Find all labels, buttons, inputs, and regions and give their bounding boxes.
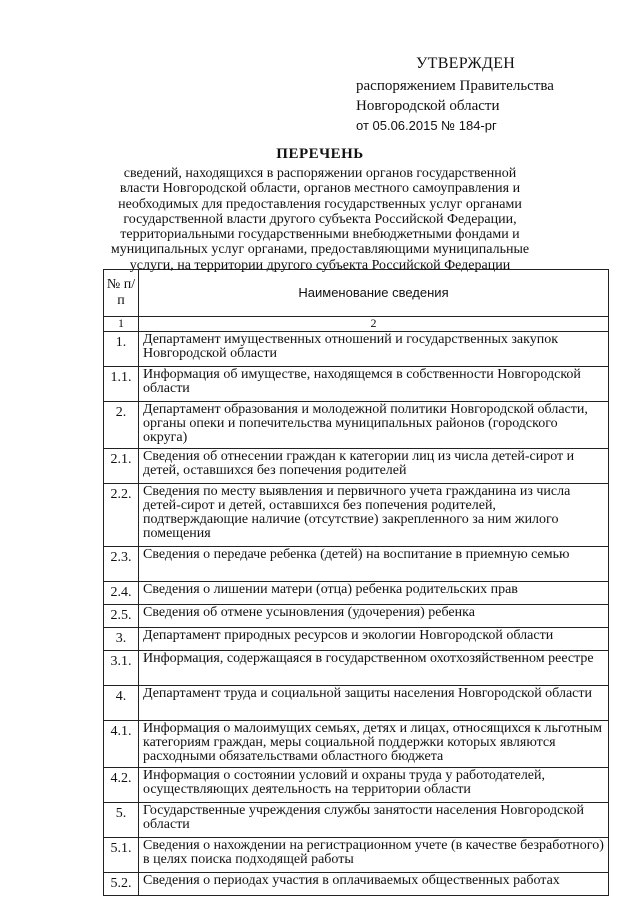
- column-index-row: [104, 317, 609, 332]
- row-name: Сведения о периодах участия в оплачиваемых общественных работах: [139, 873, 609, 896]
- approval-line-2: Новгородской области: [356, 98, 500, 114]
- row-num: 2.1.: [104, 449, 139, 484]
- row-name: Государственные учреждения службы занятости населения Новгородской области: [139, 803, 609, 838]
- row-num: 3.: [104, 628, 139, 651]
- table-row: [104, 547, 609, 582]
- row-num: 5.2.: [104, 873, 139, 896]
- approval-block: [356, 54, 554, 136]
- row-name: Сведения о лишении матери (отца) ребенка родительских прав: [139, 582, 609, 605]
- row-name: Сведения о нахождении на регистрационном учете (в качестве безработного) в целях поиска подходящей работы: [139, 838, 609, 873]
- row-name: Сведения по месту выявления и первичного учета гражданина из числа детей-сирот и детей, оставшихся без попечения родителей, подтверждающие наличие (отсутствие) закрепленного за ним жилого помещения: [139, 484, 609, 547]
- row-num: 3.1.: [104, 651, 139, 686]
- approval-title: УТВЕРЖДЕН: [416, 55, 516, 72]
- row-num: 4.: [104, 686, 139, 721]
- table-row: [104, 628, 609, 651]
- table-row: [104, 873, 609, 896]
- row-num: 5.: [104, 803, 139, 838]
- table-header-row: [104, 270, 609, 317]
- row-name: Сведения об отмене усыновления (удочерения) ребенка: [139, 605, 609, 628]
- table-row: [104, 768, 609, 803]
- row-num: 1.: [104, 332, 139, 367]
- row-name: Департамент природных ресурсов и экологии Новгородской области: [139, 628, 609, 651]
- row-num: 2.2.: [104, 484, 139, 547]
- document-subtitle: сведений, находящихся в распоряжении органов государственной власти Новгородской области, органов местного самоуправления и необходимых для предоставления государственных услуг органами государственной власти другого субъекта Российской Федерации, территориальными государственными внебюджетными фондами и муниципальных услуг органами, предоставляющими муниципальные услуги, на территории другого субъекта Российской Федерации: [110, 166, 530, 273]
- row-num: 2.5.: [104, 605, 139, 628]
- table-row: [104, 686, 609, 721]
- table-row: [104, 367, 609, 402]
- table-row: [104, 582, 609, 605]
- row-name: Департамент образования и молодежной политики Новгородской области, органы опеки и попечительства муниципальных районов (городского округа): [139, 402, 609, 449]
- row-name: Информация о состоянии условий и охраны труда у работодателей, осуществляющих деятельность на территории области: [139, 768, 609, 803]
- row-name: Департамент труда и социальной защиты населения Новгородской области: [139, 686, 609, 721]
- row-name: Информация о малоимущих семьях, детях и лицах, относящихся к льготным категориям граждан, меры социальной поддержки которых являются расходными обязательствами областного бюджета: [139, 721, 609, 768]
- information-table: [103, 269, 609, 896]
- table-row: [104, 332, 609, 367]
- table-row: [104, 605, 609, 628]
- approval-date: от 05.06.2015 № 184-рг: [356, 118, 497, 133]
- table-row: [104, 402, 609, 449]
- column-index-name: 2: [139, 317, 609, 332]
- row-num: 2.: [104, 402, 139, 449]
- row-num: 2.3.: [104, 547, 139, 582]
- table-row: [104, 449, 609, 484]
- row-name: Информация, содержащаяся в государственном охотхозяйственном реестре: [139, 651, 609, 686]
- header-name: Наименование сведения: [139, 270, 609, 317]
- header-num: № п/п: [104, 270, 139, 317]
- row-name: Сведения о передаче ребенка (детей) на воспитание в приемную семью: [139, 547, 609, 582]
- column-index-num: 1: [104, 317, 139, 332]
- approval-line-1: распоряжением Правительства: [356, 78, 554, 94]
- row-num: 5.1.: [104, 838, 139, 873]
- row-num: 4.1.: [104, 721, 139, 768]
- table-row: [104, 484, 609, 547]
- row-name: Сведения об отнесении граждан к категории лиц из числа детей-сирот и детей, оставшихся без попечения родителей: [139, 449, 609, 484]
- row-name: Департамент имущественных отношений и государственных закупок Новгородской области: [139, 332, 609, 367]
- row-name: Информация об имуществе, находящемся в собственности Новгородской области: [139, 367, 609, 402]
- table-row: [104, 651, 609, 686]
- document-heading: ПЕРЕЧЕНЬ: [276, 146, 364, 162]
- table-row: [104, 803, 609, 838]
- table-row: [104, 721, 609, 768]
- table-row: [104, 838, 609, 873]
- row-num: 4.2.: [104, 768, 139, 803]
- row-num: 2.4.: [104, 582, 139, 605]
- row-num: 1.1.: [104, 367, 139, 402]
